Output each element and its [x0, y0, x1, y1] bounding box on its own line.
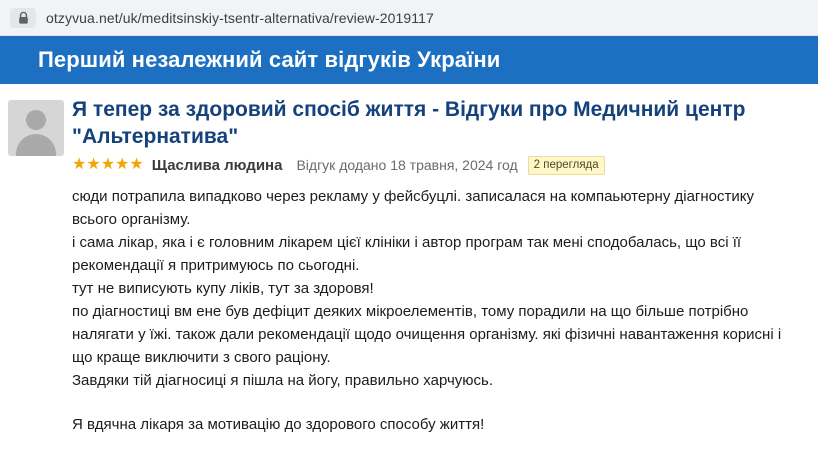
avatar	[8, 100, 64, 156]
review-paragraph: Завдяки тій діагносиці я пішла на йогу, правильно харчуюсь.	[72, 371, 494, 389]
rating-stars: ★★★★★	[72, 156, 144, 174]
paragraph-spacer	[72, 392, 792, 413]
url-text: otzyvua.net/uk/meditsinskiy-tsentr-alternativa/review-2019117	[46, 9, 434, 26]
avatar-body-shape	[16, 134, 56, 156]
avatar-head-shape	[26, 110, 46, 130]
review-paragraph: сюди потрапила випадково через рекламу у фейсбуцлі. записалася на компаьютерну діагностику всього організму.	[72, 187, 755, 228]
review-title-link[interactable]: Я тепер за здоровий спосіб життя - Відгуки про Медичний центр "Альтернатива"	[72, 98, 746, 148]
review-container	[0, 84, 818, 436]
review-author[interactable]: Щаслива людина	[151, 156, 283, 174]
site-banner	[0, 36, 818, 84]
lock-icon	[10, 8, 36, 28]
review-paragraph: Я вдячна лікаря за мотивацію до здорового способу життя!	[72, 415, 485, 433]
browser-url-bar[interactable]	[0, 0, 818, 36]
views-badge: 2 перегляда	[528, 156, 605, 175]
review-date: Відгук додано 18 травня, 2024 год	[296, 157, 518, 174]
review-main	[72, 96, 798, 436]
review-paragraph: по діагностиці вм ене був дефіцит деяких мікроелементів, тому порадили на що більше потрібно налягати у їжі. також дали рекомендації щодо очищення організму. які фізичні навантаження корисні і що краще виключити з свого раціону.	[72, 302, 782, 366]
site-banner-title: Перший незалежний сайт відгуків України	[38, 47, 501, 72]
review-paragraph: тут не виписують купу ліків, тут за здоровя!	[72, 279, 374, 297]
review-meta	[72, 156, 798, 175]
review-title	[72, 96, 798, 150]
review-paragraph: і сама лікар, яка і є головним лікарем цієї клініки і автор програм так мені сподобалась, що всі її рекомендації я притримуюсь по сьогодні.	[72, 233, 742, 274]
review-body	[72, 185, 798, 436]
